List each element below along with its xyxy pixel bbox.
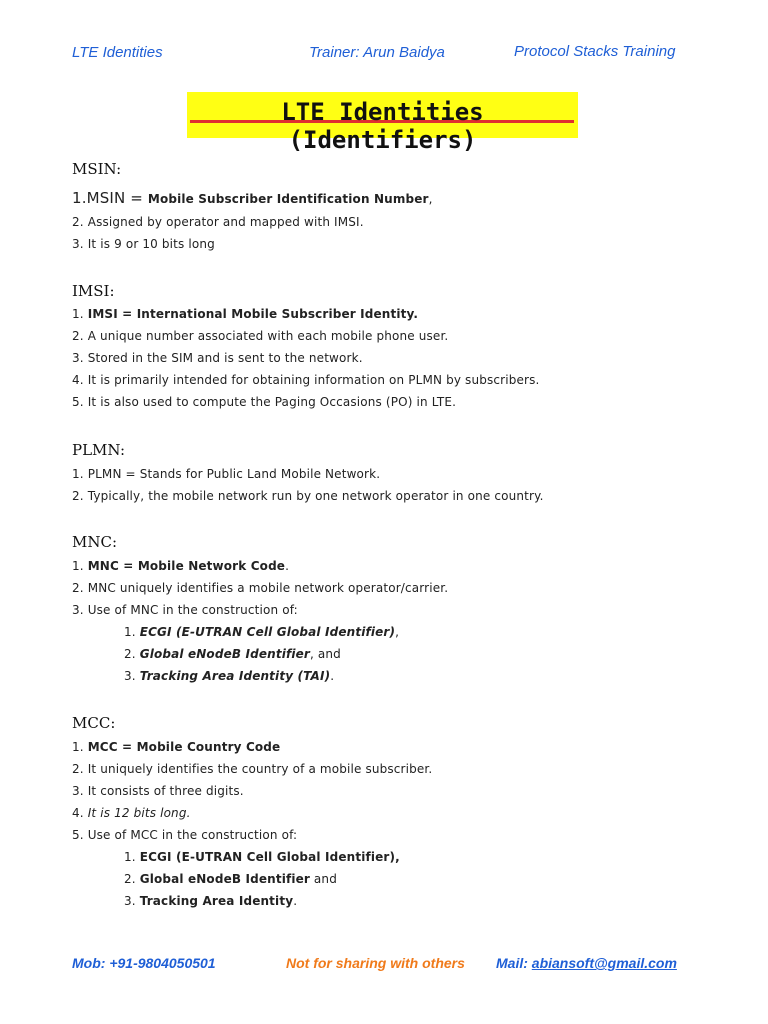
mnc-sub-3 xyxy=(124,669,334,683)
footer-mail-label: Mail: xyxy=(496,955,532,971)
mcc-sub-1 xyxy=(124,850,400,864)
section-heading-mnc: MNC: xyxy=(72,533,118,551)
mnc-sub-2-term: Global eNodeB Identifier xyxy=(139,647,310,661)
mcc-line-4-prefix: 4. xyxy=(72,806,88,820)
plmn-line-2: 2. Typically, the mobile network run by one network operator in one country. xyxy=(72,489,544,503)
plmn-line-1: 1. PLMN = Stands for Public Land Mobile Network. xyxy=(72,467,381,481)
imsi-line-1-prefix: 1. xyxy=(72,307,88,321)
mcc-sub-2-prefix: 2. xyxy=(124,872,140,886)
imsi-line-2: 2. A unique number associated with each mobile phone user. xyxy=(72,329,449,343)
section-heading-imsi: IMSI: xyxy=(72,282,115,300)
section-heading-plmn: PLMN: xyxy=(72,441,126,459)
footer-notice: Not for sharing with others xyxy=(286,955,465,971)
imsi-line-3: 3. Stored in the SIM and is sent to the network. xyxy=(72,351,363,365)
mnc-line-1 xyxy=(72,559,289,573)
header-course: Protocol Stacks Training xyxy=(514,43,676,60)
imsi-line-4: 4. It is primarily intended for obtaining information on PLMN by subscribers. xyxy=(72,373,540,387)
email-link[interactable]: abiansoft@gmail.com xyxy=(531,955,677,971)
mnc-sub-1-term: ECGI (E-UTRAN Cell Global Identifier) xyxy=(139,625,396,639)
mnc-line-1-suffix: . xyxy=(285,559,290,573)
mnc-line-2: 2. MNC uniquely identifies a mobile network operator/carrier. xyxy=(72,581,449,595)
msin-line-2: 2. Assigned by operator and mapped with IMSI. xyxy=(72,215,364,229)
section-heading-msin: MSIN: xyxy=(72,160,122,178)
section-heading-mcc: MCC: xyxy=(72,714,116,732)
mcc-sub-1-prefix: 1. xyxy=(124,850,140,864)
mnc-line-1-prefix: 1. xyxy=(72,559,88,573)
mnc-sub-2 xyxy=(124,647,341,661)
imsi-line-1 xyxy=(72,307,418,321)
mnc-sub-3-term: Tracking Area Identity (TAI) xyxy=(139,669,331,683)
msin-line-1 xyxy=(72,189,433,207)
header-trainer: Trainer: Arun Baidya xyxy=(309,44,445,61)
mcc-line-1-term: MCC = Mobile Country Code xyxy=(87,740,281,754)
imsi-line-5: 5. It is also used to compute the Paging Occasions (PO) in LTE. xyxy=(72,395,457,409)
footer-mail xyxy=(496,955,677,971)
footer-mobile: Mob: +91-9804050501 xyxy=(72,955,216,971)
mcc-line-5: 5. Use of MCC in the construction of: xyxy=(72,828,298,842)
msin-line-1-suffix: , xyxy=(428,192,433,206)
msin-line-1-prefix: 1.MSIN = xyxy=(72,189,148,207)
mcc-sub-3 xyxy=(124,894,297,908)
mcc-sub-3-prefix: 3. xyxy=(124,894,140,908)
mnc-sub-1-suffix: , xyxy=(395,625,400,639)
mnc-sub-1 xyxy=(124,625,399,639)
mcc-line-1-prefix: 1. xyxy=(72,740,88,754)
mcc-line-3: 3. It consists of three digits. xyxy=(72,784,244,798)
mcc-sub-3-term: Tracking Area Identity xyxy=(139,894,294,908)
imsi-line-1-term: IMSI = International Mobile Subscriber Identity. xyxy=(87,307,419,321)
mcc-line-4-text: It is 12 bits long. xyxy=(87,806,191,820)
mcc-line-4 xyxy=(72,806,191,820)
mnc-sub-2-prefix: 2. xyxy=(124,647,140,661)
mcc-sub-1-term: ECGI (E-UTRAN Cell Global Identifier), xyxy=(139,850,400,864)
mcc-sub-3-suffix: . xyxy=(293,894,298,908)
mnc-line-3: 3. Use of MNC in the construction of: xyxy=(72,603,298,617)
mnc-sub-2-suffix: , and xyxy=(309,647,341,661)
mcc-sub-2-suffix: and xyxy=(309,872,337,886)
mcc-sub-2-term: Global eNodeB Identifier xyxy=(139,872,310,886)
mcc-line-1 xyxy=(72,740,280,754)
header-topic: LTE Identities xyxy=(72,44,163,61)
mcc-line-2: 2. It uniquely identifies the country of a mobile subscriber. xyxy=(72,762,433,776)
msin-line-1-term: Mobile Subscriber Identification Number xyxy=(147,192,429,206)
mnc-sub-1-prefix: 1. xyxy=(124,625,140,639)
title-highlight xyxy=(187,92,578,154)
msin-line-3: 3. It is 9 or 10 bits long xyxy=(72,237,215,251)
mnc-line-1-term: MNC = Mobile Network Code xyxy=(87,559,286,573)
page-title: LTE Identities (Identifiers) xyxy=(281,98,484,154)
mnc-sub-3-suffix: . xyxy=(330,669,335,683)
mcc-sub-2 xyxy=(124,872,337,886)
mnc-sub-3-prefix: 3. xyxy=(124,669,140,683)
